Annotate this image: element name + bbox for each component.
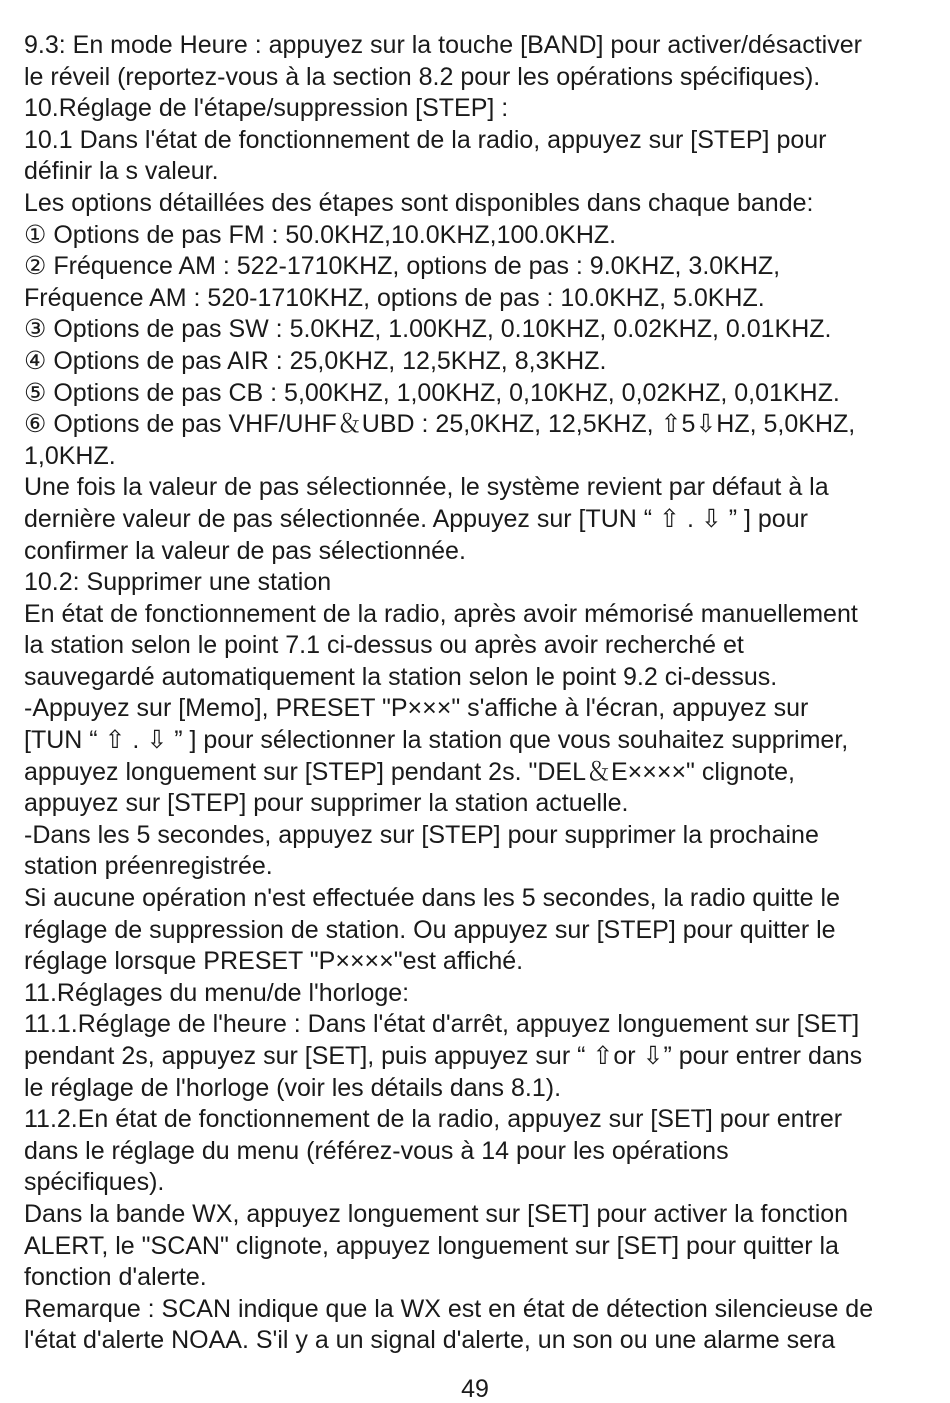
text-line: 11.2.En état de fonctionnement de la radio, appuyez sur [SET] pour entrer (24, 1105, 843, 1134)
text-line: réglage de suppression de station. Ou appuyez sur [STEP] pour quitter le (24, 915, 836, 944)
text-line: définir la s valeur. (24, 157, 219, 186)
text-line: dans le réglage du menu (référez-vous à 14 pour les opérations (24, 1136, 729, 1165)
text-line: spécifiques). (24, 1168, 165, 1197)
text-line: -Dans les 5 secondes, appuyez sur [STEP] pour supprimer la prochaine (24, 820, 819, 849)
text-line: 11.1.Réglage de l'heure : Dans l'état d'arrêt, appuyez longuement sur [SET] (24, 1010, 860, 1039)
text-line: [TUN “ ⇧ . ⇩ ” ] pour sélectionner la station que vous souhaitez supprimer, (24, 726, 849, 755)
text-line: Une fois la valeur de pas sélectionnée, le système revient par défaut à la (24, 473, 829, 502)
text-line: Remarque : SCAN indique que la WX est en état de détection silencieuse de (24, 1294, 874, 1323)
text-line: Si aucune opération n'est effectuée dans les 5 secondes, la radio quitte le (24, 884, 840, 913)
list-item: ① Options de pas FM : 50.0KHZ,10.0KHZ,100.0KHZ. (24, 220, 617, 249)
list-item: ④ Options de pas AIR : 25,0KHZ, 12,5KHZ, 8,3KHZ. (24, 346, 607, 375)
text-line: fonction d'alerte. (24, 1263, 207, 1292)
document-body (24, 30, 930, 1357)
text-line: appuyez sur [STEP] pour supprimer la station actuelle. (24, 789, 629, 818)
text-line: sauvegardé automatiquement la station selon le point 9.2 ci-dessus. (24, 662, 778, 691)
text-line: station préenregistrée. (24, 852, 273, 881)
list-item: ③ Options de pas SW : 5.0KHZ, 1.00KHZ, 0.10KHZ, 0.02KHZ, 0.01KHZ. (24, 315, 832, 344)
text-line: appuyez longuement sur [STEP] pendant 2s. "DEL＆E××××" clignote, (24, 757, 795, 786)
section-heading: 10.2: Supprimer une station (24, 568, 332, 597)
text-line: -Appuyez sur [Memo], PRESET "P×××" s'affiche à l'écran, appuyez sur (24, 694, 809, 723)
text-line: le réglage de l'horloge (voir les détails dans 8.1). (24, 1073, 562, 1102)
text-line: réglage lorsque PRESET "P××××"est affiché. (24, 947, 524, 976)
text-line: dernière valeur de pas sélectionnée. Appuyez sur [TUN “ ⇧ . ⇩ ” ] pour (24, 504, 808, 533)
page-number: 49 (461, 1375, 489, 1403)
text-line: confirmer la valeur de pas sélectionnée. (24, 536, 466, 565)
section-heading: 11.Réglages du menu/de l'horloge: (24, 978, 410, 1007)
text-line: ALERT, le "SCAN" clignote, appuyez longuement sur [SET] pour quitter la (24, 1231, 839, 1260)
section-heading: 10.Réglage de l'étape/suppression [STEP] : (24, 94, 509, 123)
text-line: pendant 2s, appuyez sur [SET], puis appuyez sur “ ⇧or ⇩” pour entrer dans (24, 1042, 863, 1070)
text-line: le réveil (reportez-vous à la section 8.2 pour les opérations spécifiques). (24, 62, 821, 91)
text-line: l'état d'alerte NOAA. S'il y a un signal d'alerte, un son ou une alarme sera (24, 1326, 836, 1355)
text-line: Fréquence AM : 520-1710KHZ, options de pas : 10.0KHZ, 5.0KHZ. (24, 283, 765, 312)
text-line: En état de fonctionnement de la radio, après avoir mémorisé manuellement (24, 599, 858, 628)
text-line: 1,0KHZ. (24, 441, 116, 470)
text-line: 10.1 Dans l'état de fonctionnement de la radio, appuyez sur [STEP] pour (24, 125, 827, 154)
text-line: Les options détaillées des étapes sont disponibles dans chaque bande: (24, 188, 814, 217)
text-line: Dans la bande WX, appuyez longuement sur [SET] pour activer la fonction (24, 1199, 849, 1228)
text-line: la station selon le point 7.1 ci-dessus ou après avoir recherché et (24, 631, 744, 660)
list-item: ② Fréquence AM : 522-1710KHZ, options de pas : 9.0KHZ, 3.0KHZ, (24, 252, 781, 281)
list-item: ⑤ Options de pas CB : 5,00KHZ, 1,00KHZ, 0,10KHZ, 0,02KHZ, 0,01KHZ. (24, 378, 840, 407)
list-item: ⑥ Options de pas VHF/UHF＆UBD : 25,0KHZ, 12,5KHZ, ⇧5⇩HZ, 5,0KHZ, (24, 410, 856, 439)
text-line: 9.3: En mode Heure : appuyez sur la touche [BAND] pour activer/désactiver (24, 31, 862, 59)
